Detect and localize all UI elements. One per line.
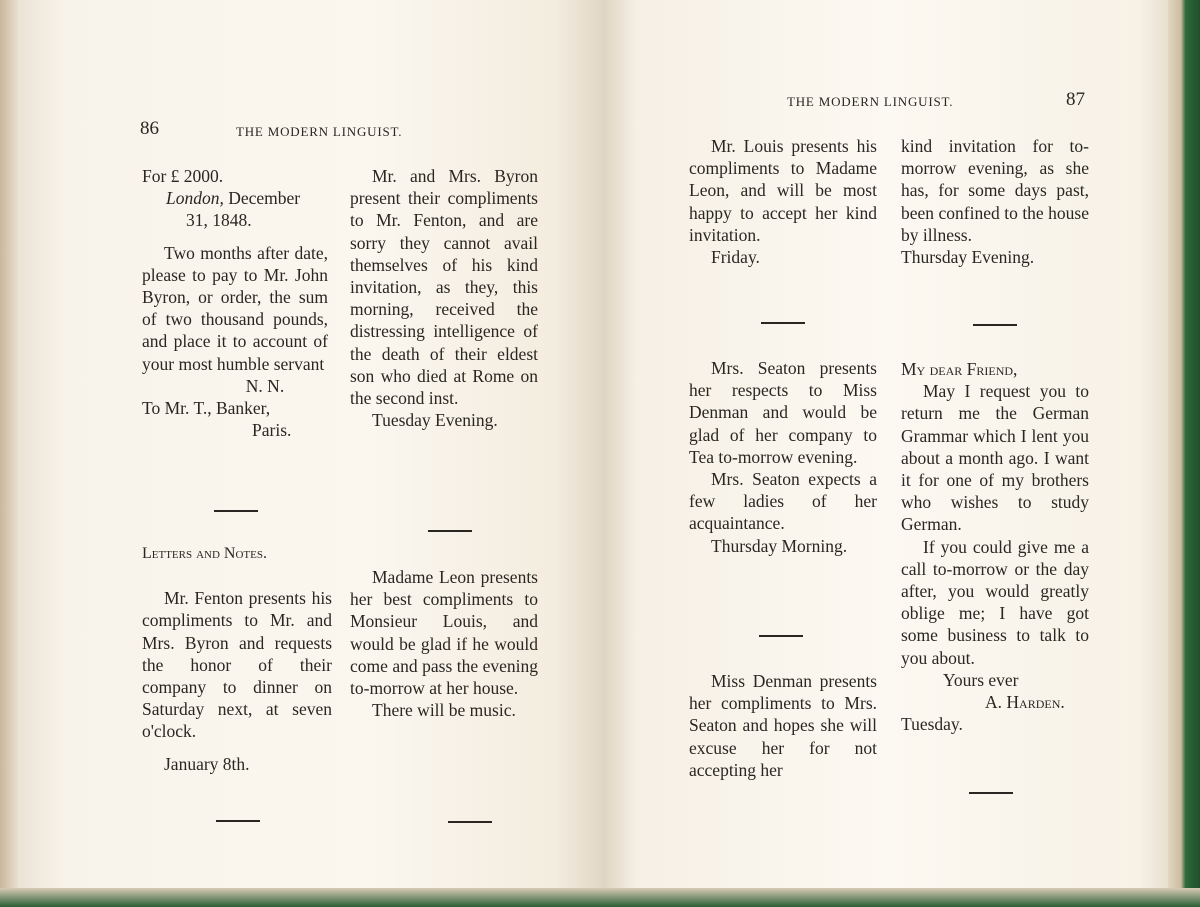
right-column-2	[901, 135, 1089, 268]
left-column-2	[350, 165, 538, 431]
rule	[216, 820, 260, 822]
note-seaton-date: Thursday Morning.	[711, 535, 848, 556]
note-seaton-extra: Mrs. Seaton expects a few ladies of her acquaintance.	[689, 469, 877, 534]
note-leon-body: Madame Leon presents her best compliments to Monsieur Louis, and would be glad if he would come and pass the evening to-morrow at her house.	[350, 567, 538, 699]
right-column-2-lower	[901, 358, 1089, 735]
letter-paragraph-1: May I request you to return me the German Grammar which I lent you about a month ago. I want it for one of my brothers who wishes to study German.	[901, 381, 1089, 535]
book-cover-right	[1168, 0, 1200, 907]
note-louis-date: Friday.	[711, 247, 760, 268]
rule	[969, 792, 1013, 794]
left-column-1	[142, 165, 328, 441]
note-illness-date: Thursday Evening.	[901, 247, 1035, 268]
rule	[761, 322, 805, 324]
letter-signature: A. Harden.	[985, 692, 1065, 713]
bill-addressee: To Mr. T., Banker,	[142, 398, 271, 419]
right-column-1	[689, 135, 877, 268]
letter-salutation: My dear Friend,	[901, 359, 1018, 379]
page-number: 87	[1066, 89, 1085, 110]
note-fenton-body: Mr. Fenton presents his compliments to Mr. and Mrs. Byron and requests the honor of their company to dinner on Saturday next, at seven o'clock.	[142, 588, 332, 742]
note-byron-body: Mr. and Mrs. Byron present their compliments to Mr. Fenton, and are sorry they cannot avail themselves of his kind invitation, as they, this morning, received the distressing intelligence of the death of their eldest son who died at Rome on the second inst.	[350, 166, 538, 409]
bill-city: Paris.	[252, 420, 292, 441]
book-edge-bottom	[0, 888, 1200, 907]
right-page	[603, 0, 1168, 907]
note-illness-body: kind invitation for to-morrow evening, as she has, for some days past, been confined to the house by illness.	[901, 136, 1089, 245]
note-denman-body: Miss Denman presents her compliments to Mrs. Seaton and hopes she will excuse her for not accepting her	[689, 671, 877, 780]
note-byron-date: Tuesday Evening.	[372, 410, 498, 431]
running-head: THE MODERN LINGUIST.	[787, 94, 954, 109]
rule	[759, 635, 803, 637]
page-number: 86	[140, 118, 159, 139]
bill-month: December	[223, 188, 301, 209]
bill-date-line	[142, 187, 328, 209]
letter-closing: Yours ever	[943, 669, 1019, 690]
running-head: THE MODERN LINGUIST.	[236, 124, 403, 139]
bill-body: Two months after date, please to pay to Mr. John Byron, or order, the sum of two thousand pounds, and place it to account of your most humble servant	[142, 242, 328, 374]
letter-day: Tuesday.	[901, 714, 963, 735]
note-fenton-date: January 8th.	[164, 753, 250, 774]
letter-paragraph-2: If you could give me a call to-morrow or the day after, you would greatly oblige me; I have got some business to talk to you about.	[901, 536, 1089, 668]
note-seaton-body: Mrs. Seaton presents her respects to Miss Denman and would be glad of her company to Tea to-morrow evening.	[689, 358, 877, 467]
rule	[214, 510, 258, 512]
rule	[973, 324, 1017, 326]
note-louis-body: Mr. Louis presents his compliments to Madame Leon, and will be most happy to accept her kind invitation.	[689, 136, 877, 245]
left-column-2-lower	[350, 566, 538, 721]
book-edge-left	[0, 0, 18, 907]
right-column-1-lower	[689, 670, 877, 781]
bill-amount: For £ 2000.	[142, 166, 224, 186]
bill-year: 31, 1848.	[186, 210, 252, 231]
rule	[448, 821, 492, 823]
bill-signature: N. N.	[245, 375, 285, 396]
bill-place: London,	[166, 188, 224, 209]
left-page	[18, 0, 603, 907]
left-column-1-lower	[142, 543, 332, 775]
note-leon-extra: There will be music.	[372, 700, 516, 721]
rule	[428, 530, 472, 532]
section-title: Letters and Notes.	[142, 545, 267, 562]
right-column-1-middle	[689, 357, 877, 557]
